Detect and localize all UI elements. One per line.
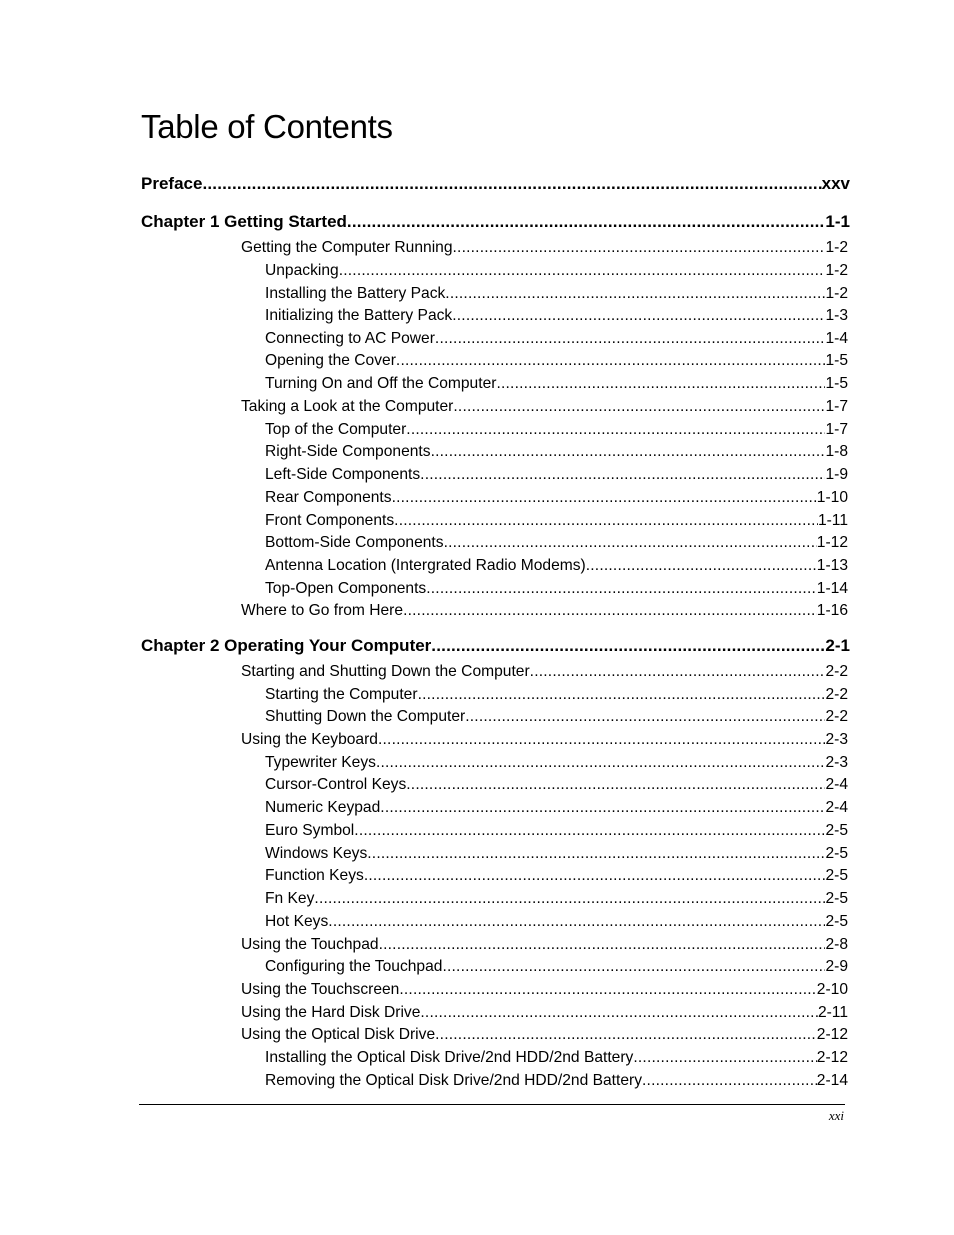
toc-entry-page-number: 1-5: [825, 352, 848, 369]
toc-entry[interactable]: [265, 555, 848, 577]
dot-leader: [394, 510, 818, 532]
toc-entry-label: Front Components: [265, 512, 395, 529]
toc-entry-label: Starting and Shutting Down the Computer: [241, 663, 530, 680]
dot-leader: [530, 661, 826, 683]
toc-entry[interactable]: [241, 979, 848, 1001]
toc-entry-page-number: 2-3: [825, 731, 848, 748]
toc-entry-label: Top-Open Components: [265, 580, 427, 597]
toc-entry-page-number: 1-2: [825, 262, 848, 279]
toc-entry-page-number: 2-9: [825, 958, 848, 975]
toc-entry[interactable]: [265, 911, 848, 933]
dot-leader: [435, 1024, 817, 1046]
toc-entry-page-number: 1-10: [816, 489, 848, 506]
toc-entry[interactable]: [241, 237, 848, 259]
toc-entry-page-number: 1-2: [825, 285, 848, 302]
toc-entry[interactable]: [265, 283, 848, 305]
toc-entry-label: Installing the Battery Pack: [265, 285, 446, 302]
toc-entry-label: Right-Side Components: [265, 443, 431, 460]
toc-entry[interactable]: [265, 260, 848, 282]
toc-entry-page-number: 2-2: [825, 663, 848, 680]
toc-entry-label: Function Keys: [265, 867, 364, 884]
toc-entry[interactable]: [265, 532, 848, 554]
dot-leader: [431, 634, 825, 658]
toc-entry-page-number: 1-8: [825, 443, 848, 460]
toc-entry-page-number: 2-3: [825, 754, 848, 771]
dot-leader: [465, 706, 825, 728]
toc-entry-page-number: 2-4: [825, 799, 848, 816]
toc-chapter-entry[interactable]: [141, 210, 850, 234]
toc-entry-page-number: 1-3: [825, 307, 848, 324]
toc-entry-page-number: 2-12: [816, 1026, 848, 1043]
toc-entry-label: Left-Side Components: [265, 466, 421, 483]
dot-leader: [426, 578, 817, 600]
toc-entry-label: Using the Hard Disk Drive: [241, 1004, 421, 1021]
toc-entry[interactable]: [265, 820, 848, 842]
toc-entry[interactable]: [241, 661, 848, 683]
dot-leader: [202, 172, 821, 196]
toc-entry-label: Starting the Computer: [265, 686, 418, 703]
toc-entry[interactable]: [265, 706, 848, 728]
toc-entry-page-number: 2-11: [817, 1004, 848, 1021]
toc-entry-label: Using the Touchpad: [241, 936, 379, 953]
toc-entry-label: Turning On and Off the Computer: [265, 375, 497, 392]
toc-entry-page-number: 2-2: [825, 708, 848, 725]
toc-entry-page-number: xxv: [821, 174, 850, 193]
toc-entry-page-number: 2-5: [825, 913, 848, 930]
toc-entry-page-number: 1-7: [825, 421, 848, 438]
dot-leader: [586, 555, 817, 577]
toc-chapter-entry[interactable]: [141, 172, 850, 196]
toc-entry[interactable]: [241, 729, 848, 751]
toc-entry[interactable]: [265, 752, 848, 774]
toc-entry-label: Typewriter Keys: [265, 754, 376, 771]
toc-entry-label: Installing the Optical Disk Drive/2nd HDD/2nd Battery: [265, 1049, 634, 1066]
toc-entry-page-number: 2-5: [825, 890, 848, 907]
toc-entry-label: Cursor-Control Keys: [265, 776, 407, 793]
toc-entry[interactable]: [265, 487, 848, 509]
dot-leader: [354, 820, 825, 842]
page-title: Table of Contents: [141, 108, 393, 145]
toc-entry-label: Antenna Location (Intergrated Radio Modems): [265, 557, 586, 574]
dot-leader: [633, 1047, 816, 1069]
toc-entry[interactable]: [241, 934, 848, 956]
toc-entry-label: Chapter 2 Operating Your Computer: [141, 636, 432, 655]
toc-entry-page-number: 2-2: [825, 686, 848, 703]
dot-leader: [453, 396, 825, 418]
toc-entry-label: Using the Keyboard: [241, 731, 378, 748]
toc-entry-label: Windows Keys: [265, 845, 368, 862]
toc-entry-label: Where to Go from Here: [241, 602, 404, 619]
toc-entry[interactable]: [265, 843, 848, 865]
toc-entry-label: Connecting to AC Power: [265, 330, 435, 347]
dot-leader: [435, 328, 826, 350]
toc-entry[interactable]: [241, 1002, 848, 1024]
toc-entry-page-number: 2-4: [825, 776, 848, 793]
dot-leader: [380, 797, 825, 819]
toc-entry[interactable]: [265, 373, 848, 395]
dot-leader: [328, 911, 825, 933]
toc-entry-page-number: 1-14: [816, 580, 848, 597]
toc-entry[interactable]: [241, 396, 848, 418]
dot-leader: [642, 1070, 817, 1092]
toc-entry-label: Removing the Optical Disk Drive/2nd HDD/2nd Battery: [265, 1072, 642, 1089]
toc-entry[interactable]: [265, 464, 848, 486]
toc-entry[interactable]: [265, 441, 848, 463]
toc-entry-page-number: 2-1: [825, 636, 850, 655]
toc-entry-label: Getting the Computer Running: [241, 239, 453, 256]
toc-entry[interactable]: [265, 684, 848, 706]
dot-leader: [376, 752, 826, 774]
toc-entry[interactable]: [265, 865, 848, 887]
dot-leader: [452, 305, 825, 327]
dot-leader: [496, 373, 825, 395]
toc-entry[interactable]: [265, 305, 848, 327]
toc-entry-label: Fn Key: [265, 890, 315, 907]
toc-entry-label: Using the Optical Disk Drive: [241, 1026, 436, 1043]
toc-entry-label: Shutting Down the Computer: [265, 708, 466, 725]
dot-leader: [406, 774, 825, 796]
toc-entry[interactable]: [265, 328, 848, 350]
dot-leader: [420, 1002, 818, 1024]
dot-leader: [347, 210, 826, 234]
dot-leader: [379, 934, 826, 956]
toc-entry-label: Configuring the Touchpad: [265, 958, 443, 975]
toc-entry-page-number: 2-10: [816, 981, 848, 998]
toc-entry[interactable]: [265, 350, 848, 372]
dot-leader: [364, 865, 826, 887]
toc-chapter-entry[interactable]: [141, 634, 850, 658]
dot-leader: [420, 464, 825, 486]
toc-entry-label: Chapter 1 Getting Started: [141, 212, 347, 231]
toc-entry-page-number: 1-2: [825, 239, 848, 256]
toc-entry-label: Top of the Computer: [265, 421, 407, 438]
dot-leader: [445, 283, 825, 305]
toc-entry-label: Opening the Cover: [265, 352, 396, 369]
toc-entry-label: Using the Touchscreen: [241, 981, 400, 998]
dot-leader: [431, 441, 826, 463]
dot-leader: [392, 487, 817, 509]
toc-entry-page-number: 2-5: [825, 822, 848, 839]
dot-leader: [444, 532, 817, 554]
toc-entry-page-number: 1-11: [817, 512, 848, 529]
toc-entry-page-number: 1-7: [825, 398, 848, 415]
footer-page-number: xxi: [828, 1108, 844, 1123]
toc-entry[interactable]: [241, 600, 848, 622]
toc-entry-label: Preface: [141, 174, 203, 193]
toc-entry-page-number: 2-5: [825, 845, 848, 862]
dot-leader: [399, 979, 816, 1001]
toc-entry-page-number: 2-12: [816, 1049, 848, 1066]
toc-entry-page-number: 1-16: [816, 602, 848, 619]
dot-leader: [406, 419, 825, 441]
dot-leader: [403, 600, 817, 622]
dot-leader: [418, 684, 826, 706]
dot-leader: [367, 843, 825, 865]
toc-entry-label: Hot Keys: [265, 913, 329, 930]
toc-entry-page-number: 2-14: [816, 1072, 848, 1089]
toc-entry-label: Bottom-Side Components: [265, 534, 444, 551]
toc-entry-label: Unpacking: [265, 262, 339, 279]
toc-entry[interactable]: [265, 510, 848, 532]
toc-entry-page-number: 1-9: [825, 466, 848, 483]
dot-leader: [339, 260, 826, 282]
toc-entry-label: Initializing the Battery Pack: [265, 307, 453, 324]
dot-leader: [442, 956, 825, 978]
toc-entry-label: Taking a Look at the Computer: [241, 398, 454, 415]
toc-entry[interactable]: [241, 1024, 848, 1046]
toc-entry-page-number: 1-12: [816, 534, 848, 551]
toc-entry[interactable]: [265, 888, 848, 910]
toc-entry-label: Rear Components: [265, 489, 392, 506]
toc-entry[interactable]: [265, 419, 848, 441]
toc-entry[interactable]: [265, 774, 848, 796]
toc-entry[interactable]: [265, 956, 848, 978]
toc-entry-label: Numeric Keypad: [265, 799, 381, 816]
dot-leader: [314, 888, 825, 910]
dot-leader: [453, 237, 826, 259]
toc-entry[interactable]: [265, 797, 848, 819]
toc-entry[interactable]: [265, 1070, 848, 1092]
toc-entry[interactable]: [265, 1047, 848, 1069]
toc-entry-page-number: 1-4: [825, 330, 848, 347]
toc-entry-page-number: 1-13: [816, 557, 848, 574]
footer-divider: [139, 1104, 845, 1105]
toc-entry-page-number: 1-1: [825, 212, 850, 231]
toc-entry-label: Euro Symbol: [265, 822, 355, 839]
toc-entry-page-number: 2-5: [825, 867, 848, 884]
toc-entry[interactable]: [265, 578, 848, 600]
toc-entry-page-number: 1-5: [825, 375, 848, 392]
dot-leader: [378, 729, 825, 751]
toc-entry-page-number: 2-8: [825, 936, 848, 953]
dot-leader: [396, 350, 826, 372]
